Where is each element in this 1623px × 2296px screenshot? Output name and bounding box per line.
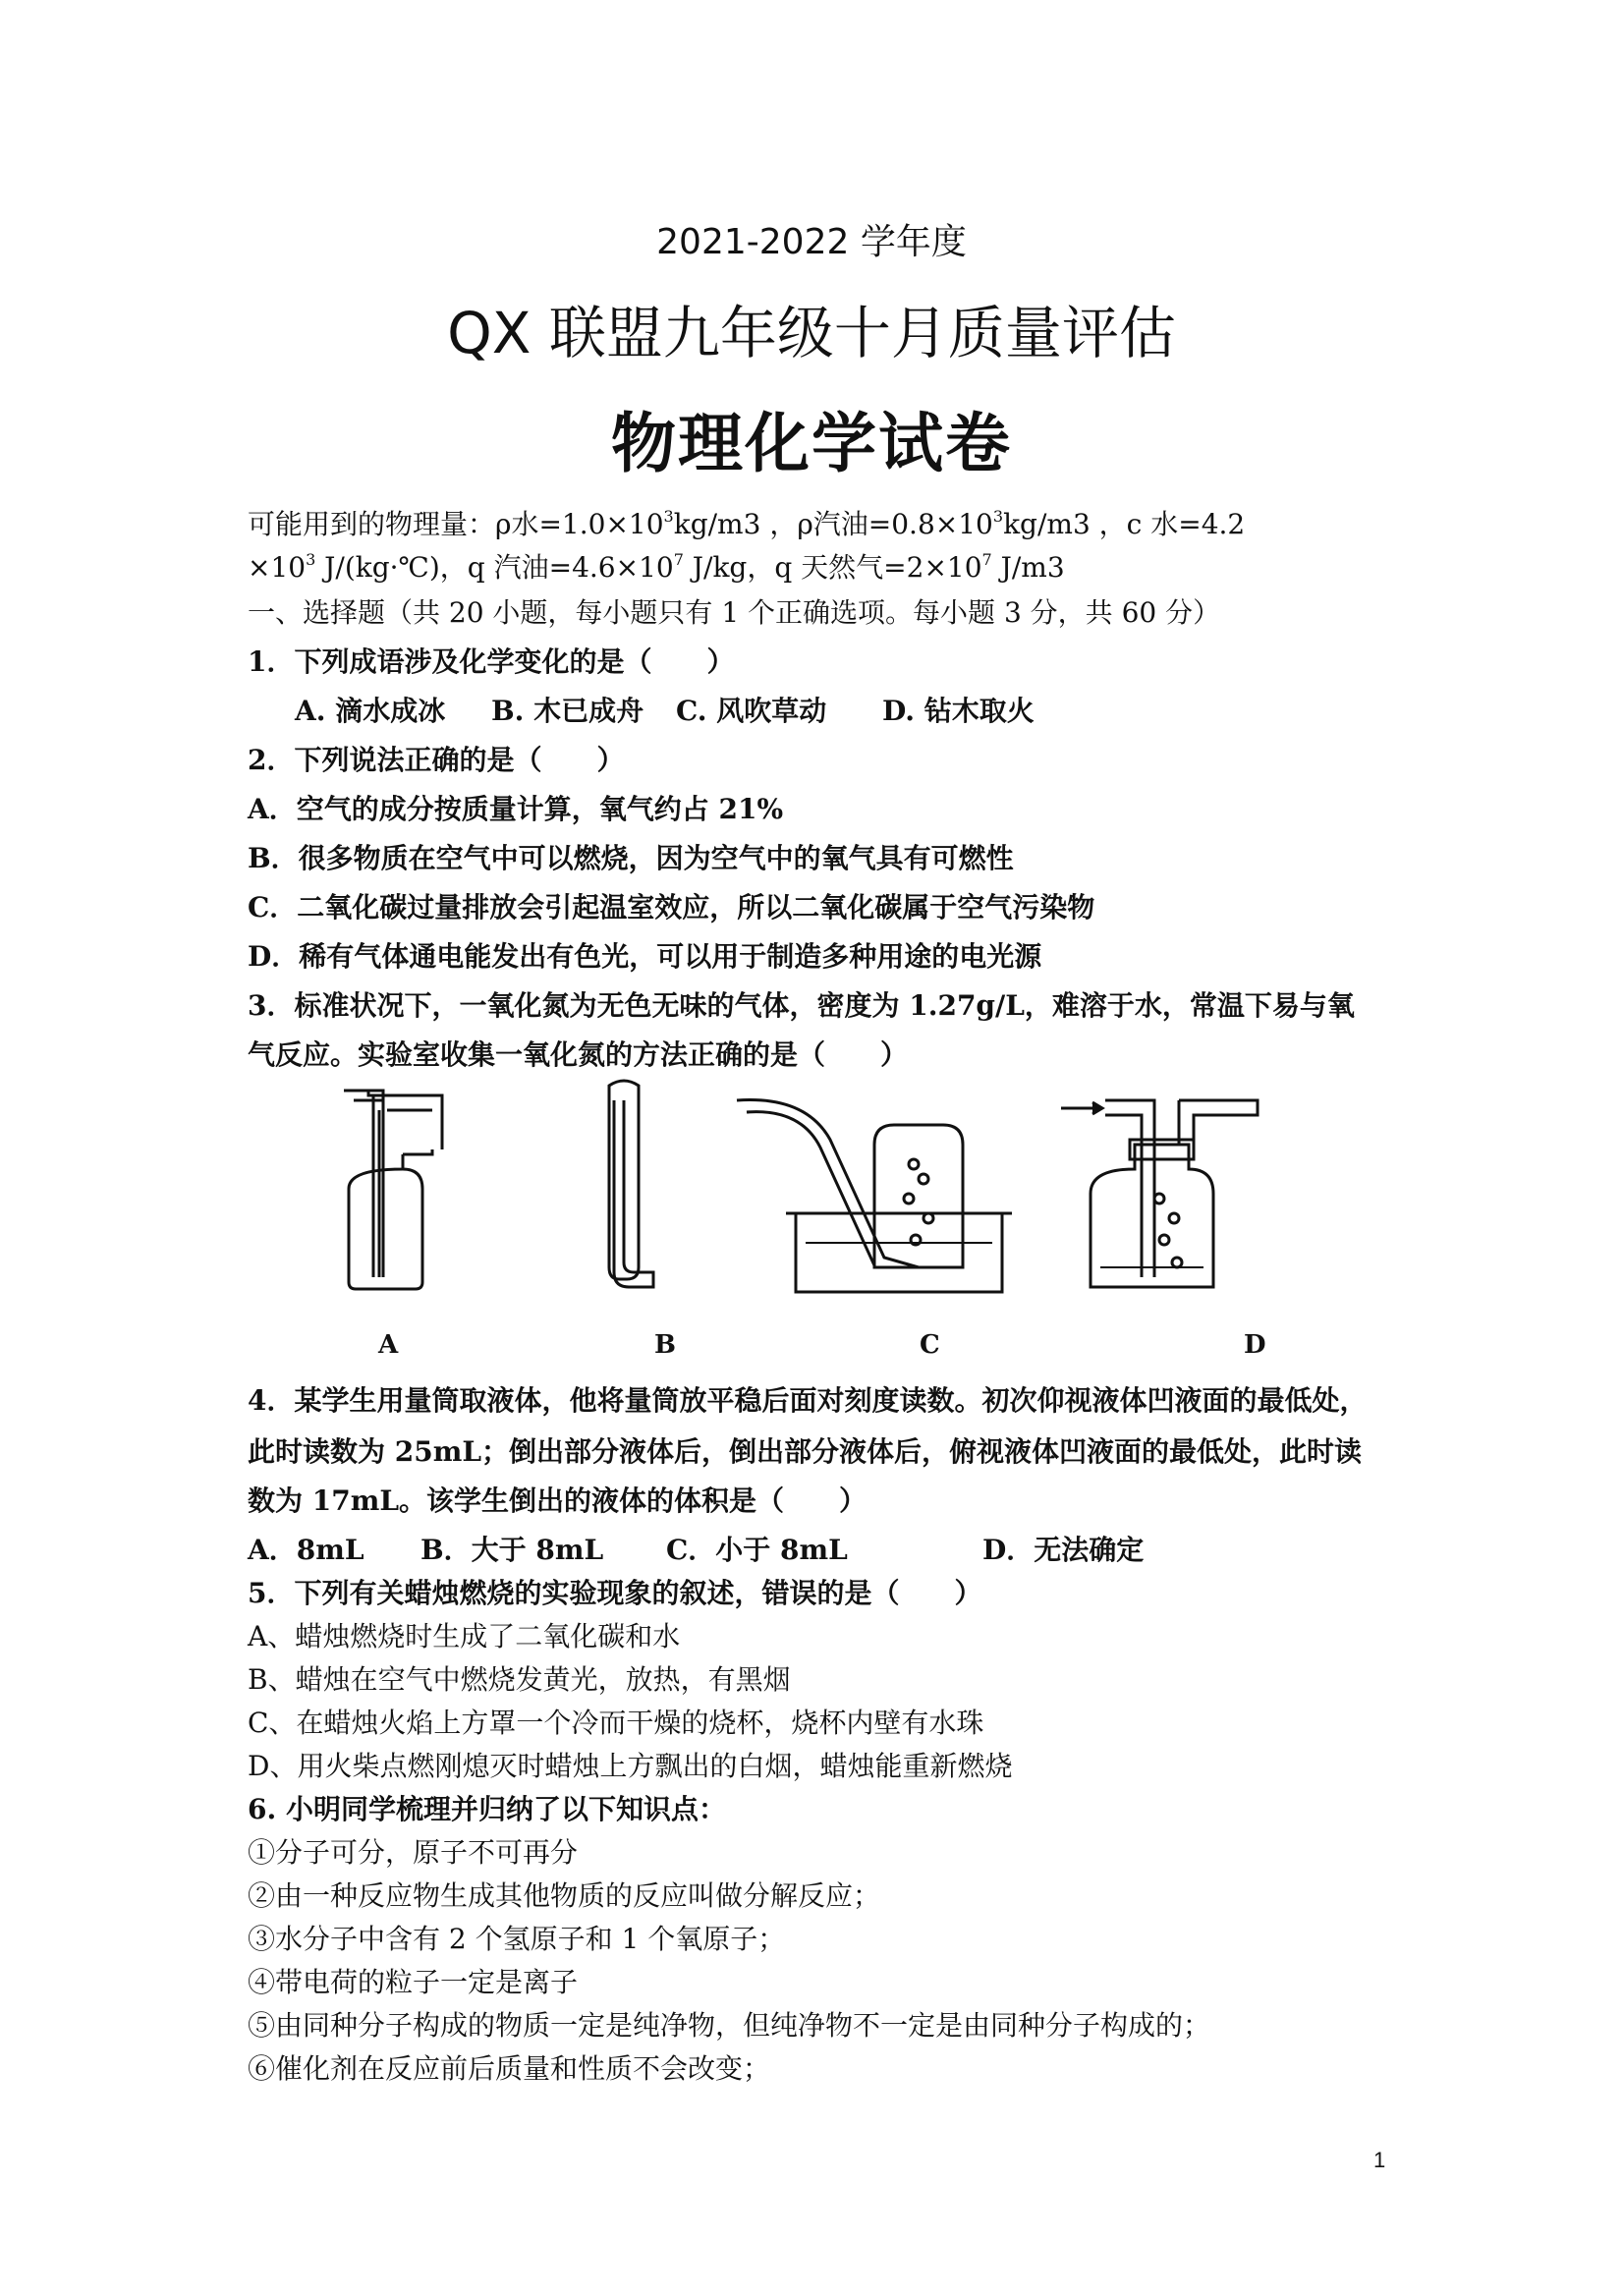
subject-title: 物理化学试卷	[611, 405, 1012, 481]
figure-label-d: D	[1244, 1330, 1266, 1360]
question-4-stem-line-1: 4．某学生用量筒取液体，他将量筒放平稳后面对刻度读数。初次仰视液体凹液面的最低处，	[248, 1384, 1368, 1417]
q2-option-c: C．二氧化碳过量排放会引起温室效应，所以二氧化碳属于空气污染物	[248, 891, 1095, 924]
exponent: 7	[981, 550, 992, 569]
constants-text: J/(kg·℃)，q 汽油=4.6×10	[315, 551, 674, 584]
q5-option-b: B、蜡烛在空气中燃烧发黄光，放热，有黑烟	[248, 1663, 791, 1696]
q2-option-b: B．很多物质在空气中可以燃烧，因为空气中的氧气具有可燃性	[248, 842, 1014, 874]
figure-label-b: B	[654, 1330, 676, 1360]
apparatus-c-trough	[737, 1100, 1012, 1293]
page-number: 1	[1373, 2148, 1386, 2172]
q2-option-d: D．稀有气体通电能发出有色光，可以用于制造多种用途的电光源	[248, 940, 1042, 973]
q4-option-c: C．小于 8mL	[666, 1534, 848, 1566]
constants-text: kg/m3 ，c 水=4.2	[1003, 508, 1246, 540]
constants-text: 可能用到的物理量：ρ水=1.0×10	[248, 508, 664, 540]
constants-line-2	[248, 546, 1065, 586]
q5-option-c: C、在蜡烛火焰上方罩一个冷而干燥的烧杯，烧杯内壁有水珠	[248, 1707, 984, 1739]
gas-collection-apparatus-figure	[295, 1071, 1395, 1316]
q4-option-a: A．8mL	[248, 1534, 364, 1566]
q6-item-4: ④带电荷的粒子一定是离子	[248, 1966, 579, 1998]
section-heading: 一、选择题（共 20 小题，每小题只有 1 个正确选项。每小题 3 分，共 60 分）	[248, 596, 1221, 629]
question-6-stem	[248, 1788, 726, 1827]
exam-title: QX 联盟九年级十月质量评估	[447, 300, 1176, 366]
q1-option-c: C. 风吹草动	[676, 695, 827, 727]
q6-item-5: ⑤由同种分子构成的物质一定是纯净物，但纯净物不一定是由同种分子构成的；	[248, 2009, 1211, 2042]
question-2-stem: 2．下列说法正确的是（ ）	[248, 744, 625, 776]
q6-item-2: ②由一种反应物生成其他物质的反应叫做分解反应；	[248, 1879, 881, 1912]
figure-label-a: A	[378, 1330, 399, 1360]
q1-option-b: B. 木已成舟	[491, 695, 644, 727]
school-year: 2021-2022 学年度	[656, 222, 967, 262]
q2-option-a: A．空气的成分按质量计算，氧气约占 21%	[248, 793, 784, 825]
constants-text: kg/m3 ，ρ汽油=0.8×10	[673, 508, 993, 540]
constants-line-1	[248, 503, 1245, 542]
question-4-stem-line-2: 此时读数为 25mL；倒出部分液体后，倒出部分液体后，俯视液体凹液面的最低处，此时读	[248, 1435, 1363, 1468]
q5-option-a: A、蜡烛燃烧时生成了二氧化碳和水	[248, 1620, 681, 1652]
exponent: 3	[306, 550, 316, 569]
question-5-stem: 5．下列有关蜡烛燃烧的实验现象的叙述，错误的是（ ）	[248, 1577, 982, 1609]
q4-option-b: B．大于 8mL	[420, 1534, 604, 1566]
constants-text: ×10	[248, 551, 307, 584]
question-3-stem-line-1: 3．标准状况下，一氧化氮为无色无味的气体，密度为 1.27g/L，难溶于水，常温下易与氧	[248, 989, 1355, 1022]
question-4-stem-line-3: 数为 17mL。该学生倒出的液体的体积是（ ）	[248, 1484, 867, 1517]
q6-stem-text: 6. 小明同学梳理并归纳了以下知识点：	[248, 1793, 726, 1825]
q5-option-d: D、用火柴点燃刚熄灭时蜡烛上方飘出的白烟，蜡烛能重新燃烧	[248, 1750, 1013, 1782]
q6-item-1: ①分子可分，原子不可再分	[248, 1836, 579, 1869]
q6-item-6: ⑥催化剂在反应前后质量和性质不会改变；	[248, 2052, 771, 2085]
exponent: 7	[673, 550, 684, 569]
q4-option-d: D．无法确定	[982, 1534, 1145, 1566]
apparatus-d-bottle	[1061, 1100, 1258, 1287]
constants-text: J/kg，q 天然气=2×10	[683, 551, 982, 584]
q1-option-a: A. 滴水成冰	[295, 695, 446, 727]
exponent: 3	[992, 507, 1004, 526]
exponent: 3	[663, 507, 674, 526]
question-1-stem: 1．下列成语涉及化学变化的是（ ）	[248, 645, 735, 678]
q6-item-3: ③水分子中含有 2 个氢原子和 1 个氧原子；	[248, 1923, 786, 1955]
apparatus-b-tube	[609, 1081, 653, 1287]
apparatus-a-bottle	[344, 1091, 442, 1289]
q1-option-d: D. 钻木取火	[882, 695, 1035, 727]
question-3-stem-line-2: 气反应。实验室收集一氧化氮的方法正确的是（ ）	[248, 1038, 909, 1071]
figure-label-c: C	[920, 1330, 940, 1360]
constants-text: J/m3	[991, 551, 1065, 584]
